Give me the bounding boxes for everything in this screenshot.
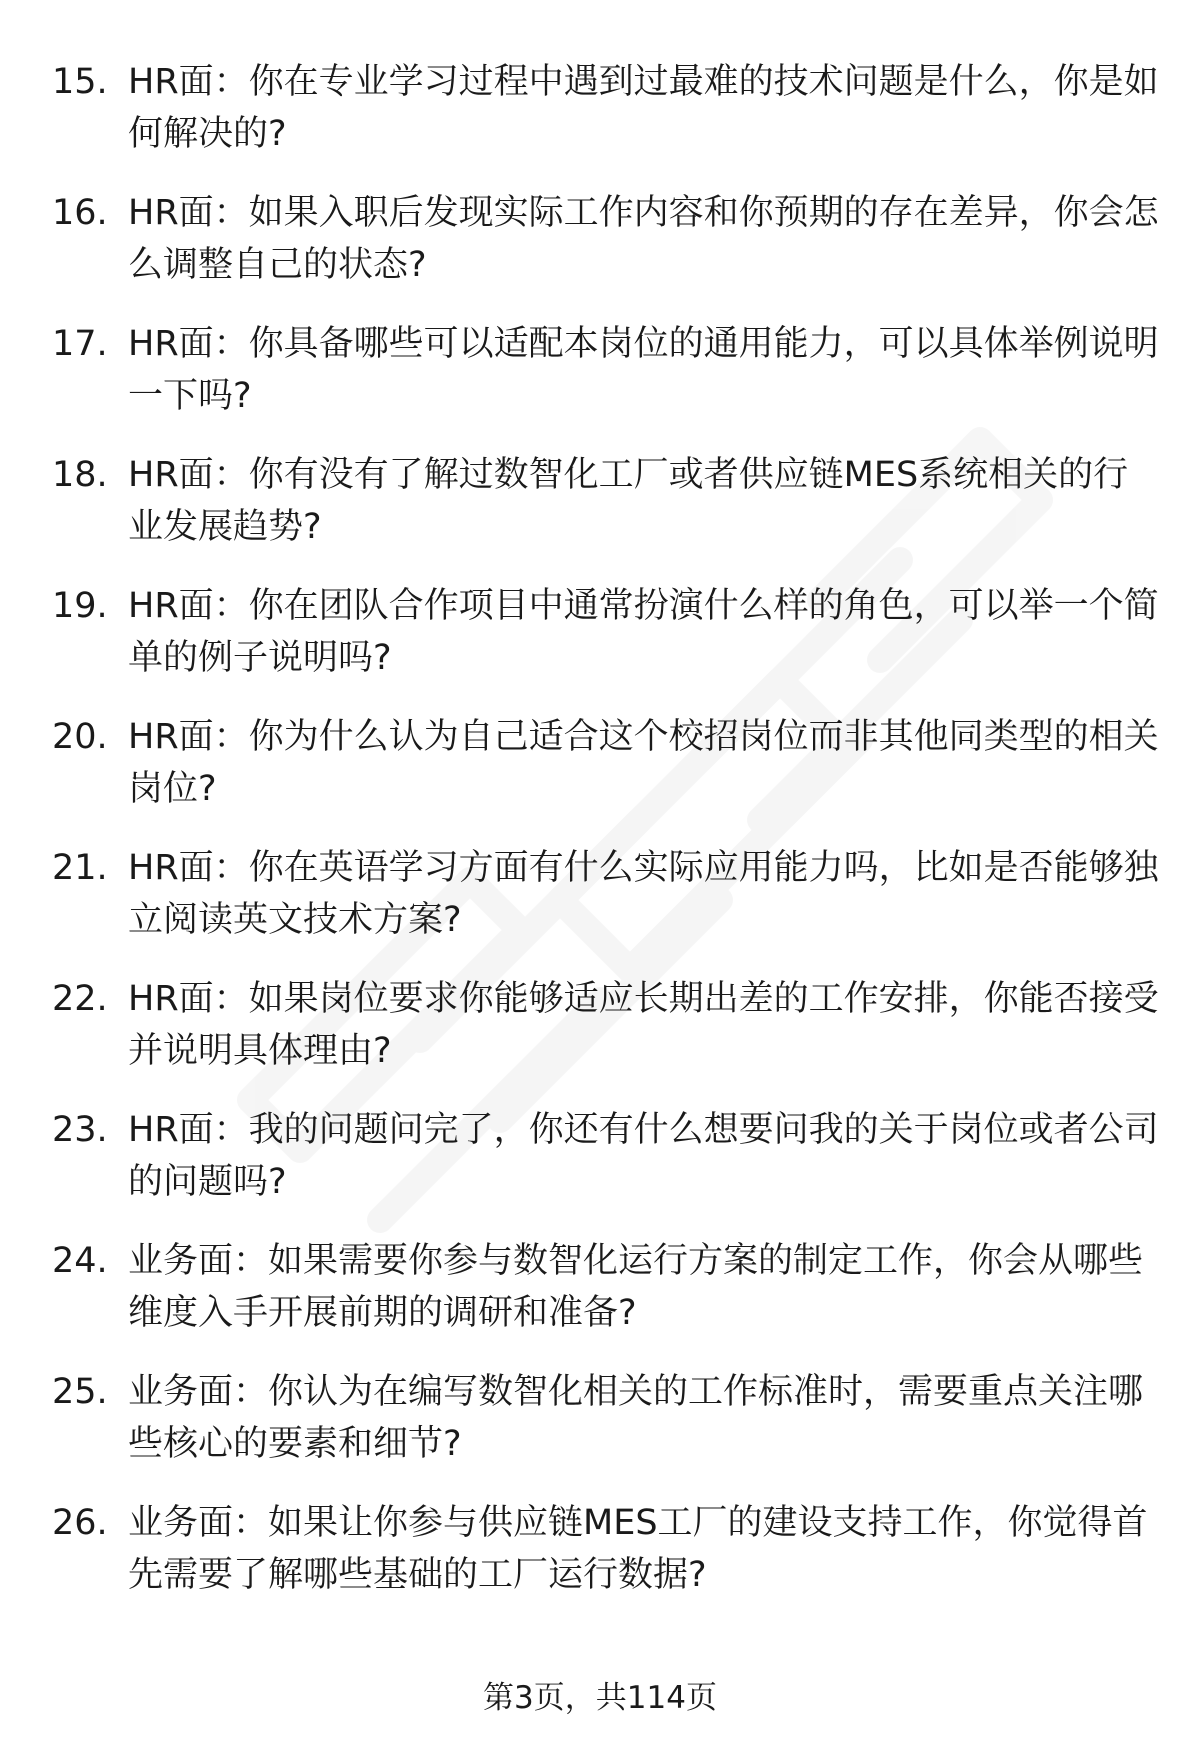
question-item	[0, 56, 1200, 187]
question-number: 19.	[52, 586, 108, 626]
question-item	[0, 580, 1200, 711]
question-item	[0, 973, 1200, 1104]
question-item	[0, 318, 1200, 449]
question-text: HR面：你有没有了解过数智化工厂或者供应链MES系统相关的行业发展趋势?	[128, 455, 1129, 547]
question-number: 22.	[52, 979, 108, 1019]
question-number: 26.	[52, 1503, 108, 1543]
question-list	[0, 56, 1200, 1628]
page-footer	[0, 1678, 1200, 1718]
question-number: 20.	[52, 717, 108, 757]
question-item	[0, 842, 1200, 973]
question-text: HR面：如果入职后发现实际工作内容和你预期的存在差异，你会怎么调整自己的状态?	[128, 193, 1159, 285]
question-number: 21.	[52, 848, 108, 888]
question-text: 业务面：你认为在编写数智化相关的工作标准时，需要重点关注哪些核心的要素和细节?	[128, 1372, 1144, 1464]
question-text: 业务面：如果让你参与供应链MES工厂的建设支持工作，你觉得首先需要了解哪些基础的工厂运行数据?	[128, 1503, 1148, 1595]
question-text: HR面：如果岗位要求你能够适应长期出差的工作安排，你能否接受并说明具体理由?	[128, 979, 1159, 1071]
question-text: HR面：你具备哪些可以适配本岗位的通用能力，可以具体举例说明一下吗?	[128, 324, 1159, 416]
page-number-label: 第3页，共114页	[483, 1680, 717, 1716]
question-number: 16.	[52, 193, 108, 233]
question-text: HR面：你为什么认为自己适合这个校招岗位而非其他同类型的相关岗位?	[128, 717, 1159, 809]
question-item	[0, 1497, 1200, 1628]
question-text: 业务面：如果需要你参与数智化运行方案的制定工作，你会从哪些维度入手开展前期的调研和准备?	[128, 1241, 1144, 1333]
question-text: HR面：你在英语学习方面有什么实际应用能力吗，比如是否能够独立阅读英文技术方案?	[128, 848, 1159, 940]
question-item	[0, 711, 1200, 842]
question-number: 18.	[52, 455, 108, 495]
question-text: HR面：我的问题问完了，你还有什么想要问我的关于岗位或者公司的问题吗?	[128, 1110, 1159, 1202]
question-number: 15.	[52, 62, 108, 102]
question-item	[0, 187, 1200, 318]
question-item	[0, 1235, 1200, 1366]
question-item	[0, 1104, 1200, 1235]
question-text: HR面：你在团队合作项目中通常扮演什么样的角色，可以举一个简单的例子说明吗?	[128, 586, 1159, 678]
question-number: 25.	[52, 1372, 108, 1412]
question-number: 23.	[52, 1110, 108, 1150]
question-number: 24.	[52, 1241, 108, 1281]
question-text: HR面：你在专业学习过程中遇到过最难的技术问题是什么，你是如何解决的?	[128, 62, 1159, 154]
question-number: 17.	[52, 324, 108, 364]
question-item	[0, 449, 1200, 580]
question-item	[0, 1366, 1200, 1497]
